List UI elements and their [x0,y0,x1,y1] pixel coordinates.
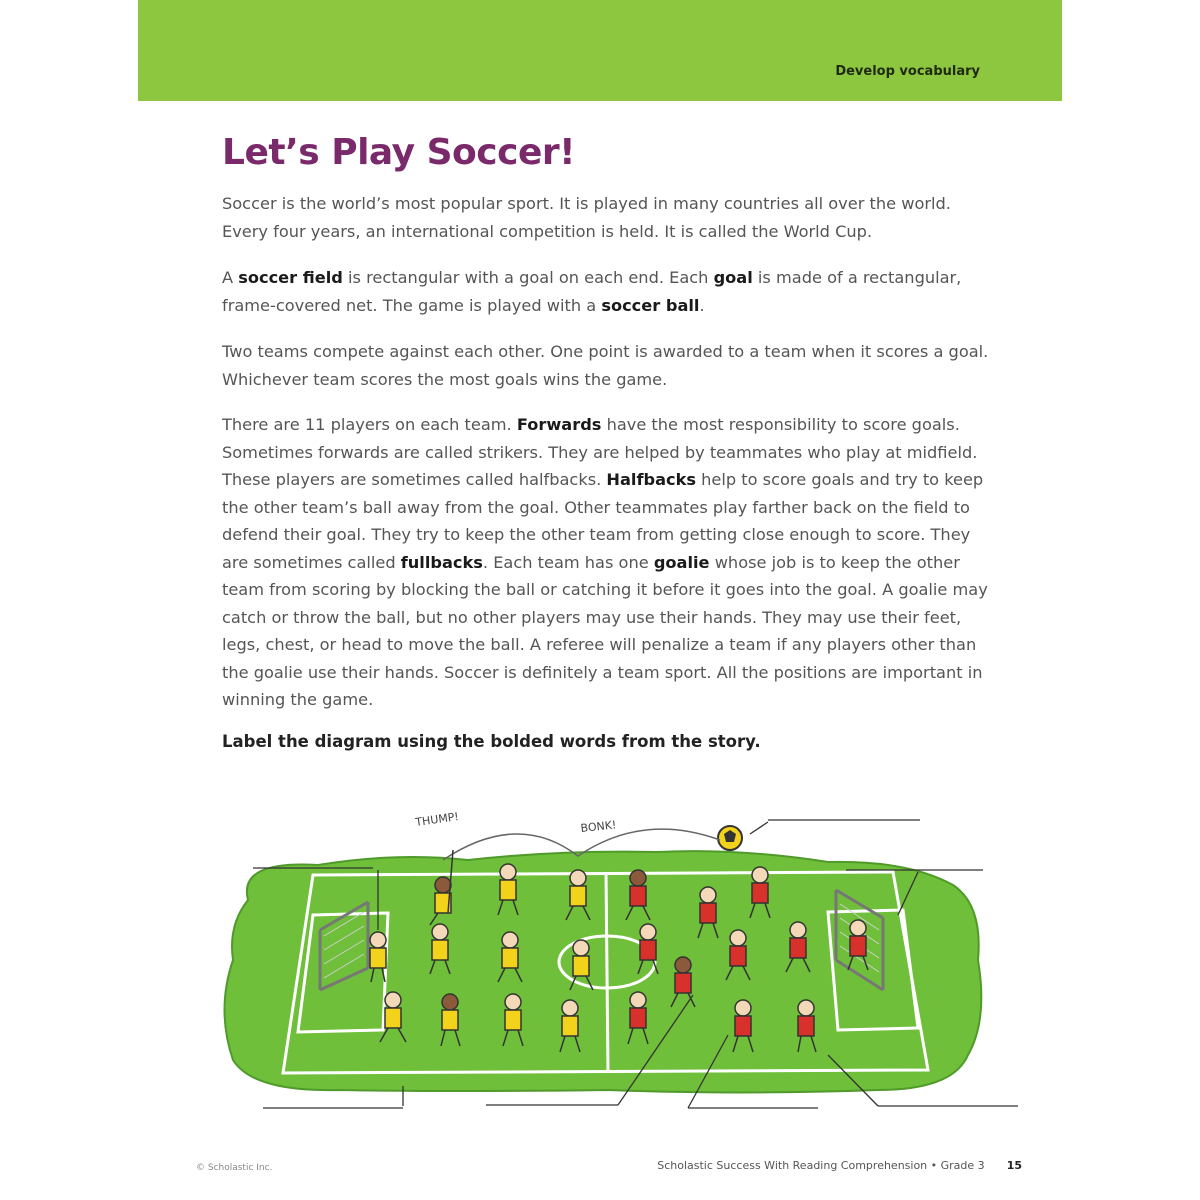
header-band [138,0,1062,101]
instruction-text: Label the diagram using the bolded words from the story. [222,732,761,751]
footer-book-title: Scholastic Success With Reading Comprehension • Grade 3 [657,1159,985,1172]
text-run: is rectangular with a goal on each end. Each [342,268,714,287]
soccer-field-diagram [138,790,1062,1120]
paragraph-1: Soccer is the world’s most popular sport. It is played in many countries all over the world. Every four years, an international competition is held. It is called the World Cup. [222,194,951,241]
text-run: . Each team has one [482,552,654,572]
sfx-thump: THUMP! [414,810,460,829]
text-run: is made of a rectangular, frame-covered net. The game is played with a [222,268,962,315]
page-title: Let’s Play Soccer! [222,132,576,173]
bold-term-goalie: goalie [653,552,710,572]
worksheet-page [138,0,1062,1200]
soccer-ball-icon [718,826,742,850]
text-run: There are 11 players on each team. [222,415,517,434]
text-run: A [222,268,239,287]
page-number: 15 [1006,1159,1022,1172]
text-run: whose job is to keep the other team from scoring by blocking the ball or catching it before it goes into the goal. A goalie may catch or throw the ball, but no other players may use their hands. They may use their feet, legs, chest, or head to move the ball. A referee will penalize a team if any players other than the goalie use their hands. Soccer is definitely a team sport. All the positions are important in winning the game. [222,552,988,709]
grass-area [225,851,982,1092]
paragraph-3: Two teams compete against each other. One point is awarded to a team when it scores a goal. Whichever team scores the most goals wins the game. [222,342,989,389]
paragraph-4 [222,411,992,714]
text-run: have the most responsibility to score goals. Sometimes forwards are called strikers. They are helped by teammates who play at midfield. These players are sometimes called halfbacks. [222,415,978,489]
footer-book-info [657,1159,1022,1172]
bold-term-goal: goal [713,268,753,287]
text-run: help to score goals and try to keep the other team’s ball away from the goal. Other teammates play farther back on the field to defend their goal. They try to keep the other team from getting close enough to score. They are sometimes called [222,470,984,572]
bold-term-soccer-field: soccer field [238,268,343,287]
text-run: . [699,295,705,315]
footer-copyright: © Scholastic Inc. [196,1163,273,1173]
bold-term-soccer-ball: soccer ball [601,295,700,315]
bold-term-halfbacks: Halfbacks [606,470,696,489]
paragraph-2 [222,264,992,319]
sfx-bonk: BONK! [579,818,617,835]
header-label: Develop vocabulary [835,64,980,79]
bold-term-fullbacks: fullbacks [400,552,483,572]
bold-term-forwards: Forwards [516,415,602,434]
